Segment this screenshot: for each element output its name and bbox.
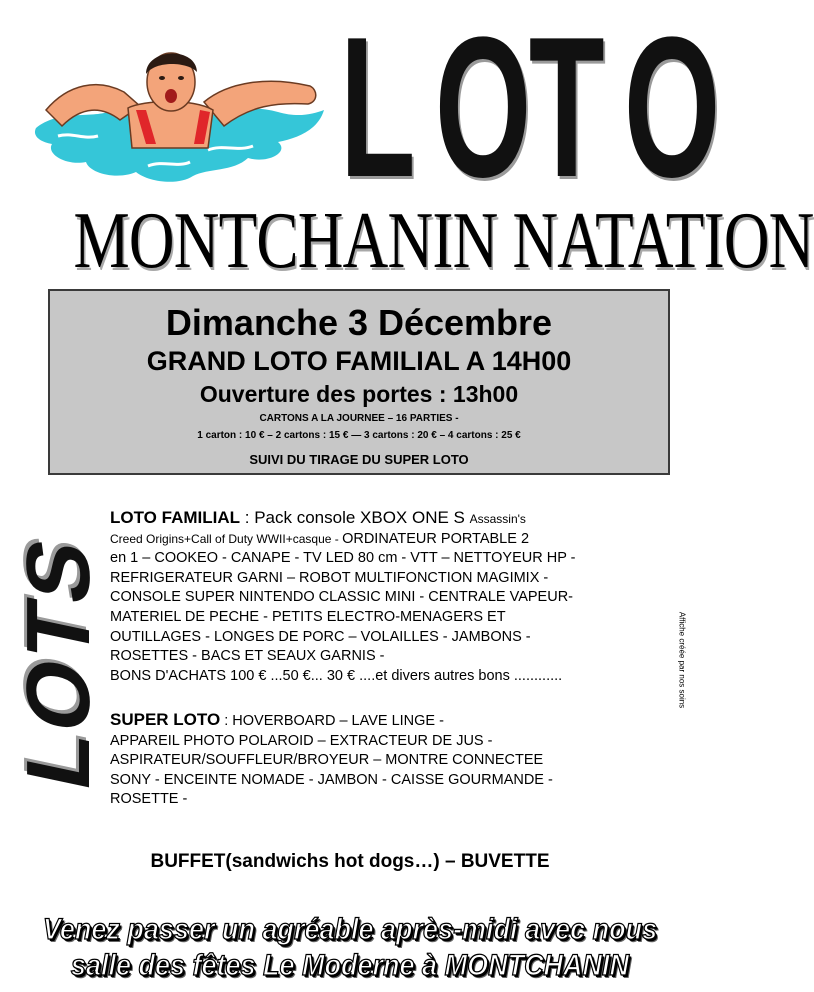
event-title: GRAND LOTO FAMILIAL A 14H00 xyxy=(146,346,572,376)
buffet-line: BUFFET(sandwichs hot dogs…) – BUVETTE xyxy=(150,851,550,872)
heading-separator: : xyxy=(240,508,255,527)
event-info-box xyxy=(48,289,670,475)
side-note-wrap xyxy=(672,610,692,710)
prize-line: REFRIGERATEUR GARNI – ROBOT MULTIFONCTION MAGIMIX - xyxy=(110,569,549,586)
loto-familial-prizes xyxy=(110,508,665,686)
prize-line: ROSETTES - BACS ET SEAUX GARNIS - xyxy=(110,648,385,665)
prize-line: CONSOLE SUPER NINTENDO CLASSIC MINI - CENTRALE VAPEUR- xyxy=(110,589,574,606)
prize-line: BONS D'ACHATS 100 € ...50 €... 30 € ....et divers autres bons ............ xyxy=(110,667,563,684)
prize-item: ORDINATEUR PORTABLE 2 xyxy=(342,530,530,547)
prize-line: en 1 – COOKEO - CANAPE - TV LED 80 cm - VTT – NETTOYEUR HP - xyxy=(110,550,576,567)
slogan-line-1: Venez passer un agréable après-midi avec nous xyxy=(42,913,658,946)
loto-familial-heading: LOTO FAMILIAL xyxy=(110,508,241,527)
event-date: Dimanche 3 Décembre xyxy=(165,302,553,343)
loto-letter: O xyxy=(623,0,721,219)
lots-label-wrap xyxy=(9,528,109,798)
super-loto-notice: SUIVI DU TIRAGE DU SUPER LOTO xyxy=(249,452,469,467)
super-loto-heading: SUPER LOTO xyxy=(110,710,221,729)
cards-day-info: CARTONS A LA JOURNEE – 16 PARTIES - xyxy=(259,413,459,424)
prize-line: MATERIEL DE PECHE - PETITS ELECTRO-MENAGERS ET xyxy=(110,608,506,625)
lead-prize-detail-2: Creed Origins+Call of Duty WWII+casque - xyxy=(110,531,343,546)
swimmer-illustration xyxy=(28,40,328,190)
prize-line xyxy=(110,508,665,530)
prize-line: APPAREIL PHOTO POLAROID – EXTRACTEUR DE JUS - xyxy=(110,732,493,749)
prize-line: SONY - ENCEINTE NOMADE - JAMBON - CAISSE GOURMANDE - xyxy=(110,771,553,788)
loto-title xyxy=(322,0,721,219)
cards-prices: 1 carton : 10 € – 2 cartons : 15 € — 3 cartons : 20 € – 4 cartons : 25 € xyxy=(197,430,521,441)
club-name: MONTCHANIN NATATION xyxy=(73,197,814,285)
slogan-line-2: salle des fêtes Le Moderne à MONTCHANIN xyxy=(70,949,630,982)
loto-letter: O xyxy=(434,0,531,219)
lead-prize: Pack console XBOX ONE S xyxy=(254,508,470,527)
super-loto-prizes xyxy=(110,710,665,810)
prize-item: : HOVERBOARD – LAVE LINGE - xyxy=(220,713,444,729)
prize-line: ASPIRATEUR/SOUFFLEUR/BROYEUR – MONTRE CONNECTEE xyxy=(110,752,544,769)
prize-line xyxy=(110,530,665,550)
prize-line: ROSETTE - xyxy=(110,791,188,808)
loto-letter: T xyxy=(529,0,605,219)
loto-letter: L xyxy=(339,0,416,219)
doors-opening: Ouverture des portes : 13h00 xyxy=(199,381,519,407)
prize-line: OUTILLAGES - LONGES DE PORC – VOLAILLES - JAMBONS - xyxy=(110,628,531,645)
lots-label: LOTS xyxy=(9,528,109,798)
side-note: Affiche créée par nos soins xyxy=(677,611,687,709)
lead-prize-detail: Assassin's xyxy=(469,512,526,526)
prize-line xyxy=(110,710,665,732)
